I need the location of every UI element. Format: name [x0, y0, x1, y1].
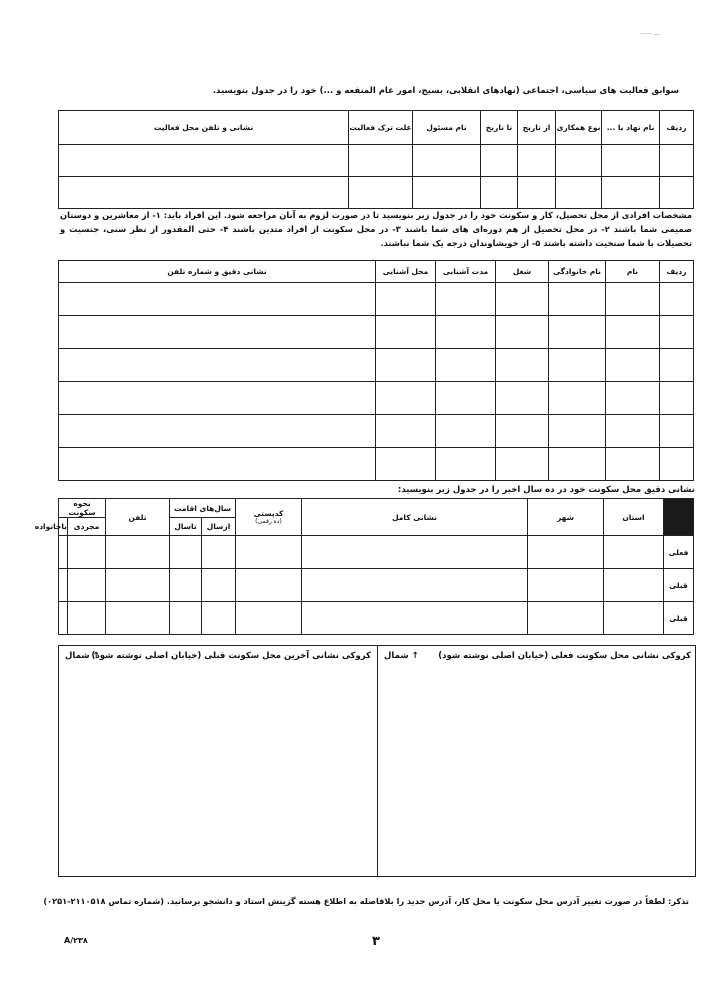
- page-number: ۳: [372, 934, 380, 949]
- form-cell[interactable]: [236, 602, 302, 635]
- form-cell[interactable]: [59, 349, 376, 382]
- footer-note: تذکر: لطفاً در صورت تغییر آدرس محل سکونت یا محل کار، آدرس جدید را بلافاصله به اطلاع هسته گزینش استاد و دانشجو برسانید. (شماره تماس ۲۱۱۰۵۱۸-۰۲۵۱): [43, 896, 689, 906]
- form-cell[interactable]: [606, 382, 660, 415]
- table-row[interactable]: [59, 448, 694, 481]
- references-header-row: [59, 261, 694, 283]
- table-row[interactable]: [59, 316, 694, 349]
- form-cell[interactable]: [604, 569, 664, 602]
- header-cell: استان: [604, 499, 664, 536]
- form-cell[interactable]: [496, 349, 549, 382]
- form-cell[interactable]: [170, 602, 202, 635]
- form-cell[interactable]: [202, 602, 236, 635]
- form-cell[interactable]: [376, 448, 436, 481]
- form-cell[interactable]: [528, 569, 604, 602]
- form-cell[interactable]: [170, 536, 202, 569]
- form-cell[interactable]: [660, 415, 694, 448]
- form-cell[interactable]: [202, 569, 236, 602]
- header-cell: نام خانوادگی: [549, 261, 606, 283]
- north-arrow-label: ↑ شمال: [384, 651, 419, 661]
- header-cell: شغل: [496, 261, 549, 283]
- form-cell[interactable]: [496, 283, 549, 316]
- form-cell[interactable]: [606, 349, 660, 382]
- header-cell: نام: [606, 261, 660, 283]
- activities-table: [58, 110, 694, 209]
- form-cell[interactable]: [59, 177, 349, 209]
- form-cell[interactable]: [481, 177, 518, 209]
- form-cell[interactable]: [59, 382, 376, 415]
- form-cell[interactable]: [236, 569, 302, 602]
- header-cell: ردیف: [660, 111, 694, 145]
- table-row[interactable]: [59, 536, 694, 569]
- table-row[interactable]: [59, 349, 694, 382]
- form-cell[interactable]: [549, 382, 606, 415]
- form-cell[interactable]: [302, 536, 528, 569]
- header-cell: نشانی دقیق و شماره تلفن: [59, 261, 376, 283]
- form-cell[interactable]: [496, 448, 549, 481]
- form-cell[interactable]: [496, 316, 549, 349]
- table-row[interactable]: [59, 602, 694, 635]
- form-cell[interactable]: [436, 448, 496, 481]
- header-cell: از تاریخ: [518, 111, 556, 145]
- row-label: قبلی: [664, 602, 694, 635]
- form-cell[interactable]: [606, 283, 660, 316]
- form-cell[interactable]: [202, 536, 236, 569]
- header-cell: نوع همکاری: [556, 111, 602, 145]
- section3-title: نشانی دقیق محل سکونت خود در ده سال اخیر را در جدول زیر بنویسید:: [397, 485, 695, 495]
- form-cell[interactable]: [518, 145, 556, 177]
- form-cell[interactable]: [549, 349, 606, 382]
- form-cell[interactable]: [660, 349, 694, 382]
- form-cell[interactable]: [59, 283, 376, 316]
- table-row[interactable]: [59, 382, 694, 415]
- form-cell[interactable]: [106, 602, 170, 635]
- form-cell[interactable]: [496, 382, 549, 415]
- header-cell: ازسال: [202, 518, 236, 536]
- table-row[interactable]: [59, 569, 694, 602]
- table-row[interactable]: [59, 415, 694, 448]
- form-cell[interactable]: [436, 382, 496, 415]
- form-cell[interactable]: [528, 536, 604, 569]
- table-row[interactable]: [59, 145, 694, 177]
- form-cell[interactable]: [59, 602, 68, 635]
- form-cell[interactable]: [436, 316, 496, 349]
- form-cell[interactable]: [59, 415, 376, 448]
- postal-note: (ده رقمی): [255, 518, 282, 525]
- table-row[interactable]: [59, 177, 694, 209]
- header-cell: نام نهاد یا ...: [602, 111, 660, 145]
- form-cell[interactable]: [376, 283, 436, 316]
- form-cell[interactable]: [68, 536, 106, 569]
- form-cell[interactable]: [556, 145, 602, 177]
- form-cell[interactable]: [413, 145, 481, 177]
- header-cell: شهر: [528, 499, 604, 536]
- sketch-current-label: کروکی نشانی محل سکونت فعلی (خیابان اصلی نوشته شود): [438, 651, 691, 661]
- form-cell[interactable]: [68, 569, 106, 602]
- header-cell: تاسال: [170, 518, 202, 536]
- header-cell: تا تاریخ: [481, 111, 518, 145]
- header-cell: مجردی: [68, 518, 106, 536]
- form-cell[interactable]: [604, 536, 664, 569]
- form-cell[interactable]: [556, 177, 602, 209]
- form-cell[interactable]: [660, 316, 694, 349]
- header-cell: سال‌های اقامت: [170, 499, 236, 518]
- sketch-current-box[interactable]: [377, 645, 696, 877]
- header-cell: محل آشنایی: [376, 261, 436, 283]
- form-cell[interactable]: [606, 448, 660, 481]
- table-row[interactable]: [59, 283, 694, 316]
- form-cell[interactable]: [376, 316, 436, 349]
- section1-title: سوابق فعالیت های سیاسی، اجتماعی (نهادهای انقلابی، بسیج، امور عام المنفعه و ...) خود را در جدول بنویسید.: [212, 86, 679, 96]
- row-label: فعلی: [664, 536, 694, 569]
- form-cell[interactable]: [59, 569, 68, 602]
- form-cell[interactable]: [660, 382, 694, 415]
- form-cell[interactable]: [106, 536, 170, 569]
- sketch-previous-box[interactable]: [58, 645, 378, 877]
- form-cell[interactable]: [59, 145, 349, 177]
- form-cell[interactable]: [549, 316, 606, 349]
- header-cell: نشانی و تلفن محل فعالیت: [59, 111, 349, 145]
- form-cell[interactable]: [170, 569, 202, 602]
- header-cell: ردیف: [660, 261, 694, 283]
- form-cell[interactable]: [376, 382, 436, 415]
- form-cell[interactable]: [349, 145, 413, 177]
- corner-mark: —— ـــ: [640, 30, 660, 37]
- postal-label: کدپستی: [253, 509, 284, 518]
- header-cell: تلفن: [106, 499, 170, 536]
- form-cell[interactable]: [602, 177, 660, 209]
- header-cell: مدت آشنایی: [436, 261, 496, 283]
- form-cell[interactable]: [413, 177, 481, 209]
- form-cell[interactable]: [349, 177, 413, 209]
- form-cell[interactable]: [436, 283, 496, 316]
- header-cell: باخانواده: [59, 518, 68, 536]
- activities-header-row: [59, 111, 694, 145]
- form-cell[interactable]: [59, 316, 376, 349]
- header-cell: نحوه سکونت: [59, 499, 106, 518]
- section2-paragraph: مشخصات افرادی از محل تحصیل، کار و سکونت خود را در جدول زیر بنویسید تا در صورت لزوم به آنان مراجعه شود. این افراد باید: ۱- از معاشرین و دوستان صمیمی شما باشند ۲- در محل تحصیل از هم دوره‌ای های شما باشند ۳- در محل سکونت از افراد متدین باشند ۴- حتی المقدور از نظر سنی، جنسیت و تحصیلات با شما سنخیت داشته باشند ۵- از خویشاوندان درجه یک شما نباشند.: [60, 210, 692, 248]
- form-cell[interactable]: [302, 569, 528, 602]
- form-cell[interactable]: [302, 602, 528, 635]
- form-cell[interactable]: [59, 448, 376, 481]
- form-cell[interactable]: [496, 415, 549, 448]
- references-table: [58, 260, 694, 481]
- form-cell[interactable]: [68, 602, 106, 635]
- form-cell[interactable]: [106, 569, 170, 602]
- form-cell[interactable]: [236, 536, 302, 569]
- row-label: قبلی: [664, 569, 694, 602]
- form-cell[interactable]: [59, 536, 68, 569]
- form-cell[interactable]: [604, 602, 664, 635]
- form-cell[interactable]: [481, 145, 518, 177]
- form-cell[interactable]: [660, 283, 694, 316]
- form-cell[interactable]: [436, 415, 496, 448]
- form-code: A/۲۳۸: [64, 936, 88, 945]
- header-cell: علت ترک فعالیت: [349, 111, 413, 145]
- form-cell[interactable]: [549, 448, 606, 481]
- north-arrow-label: ↑ شمال: [65, 651, 100, 661]
- form-cell[interactable]: [606, 415, 660, 448]
- form-cell[interactable]: [376, 415, 436, 448]
- header-cell: [236, 499, 302, 536]
- form-cell[interactable]: [606, 316, 660, 349]
- form-cell[interactable]: [549, 415, 606, 448]
- form-cell[interactable]: [528, 602, 604, 635]
- form-cell[interactable]: [518, 177, 556, 209]
- form-cell[interactable]: [660, 177, 694, 209]
- form-cell[interactable]: [660, 145, 694, 177]
- corner-cell: [664, 499, 694, 536]
- sketch-previous-label: کروکی نشانی آخرین محل سکونت قبلی (خیابان اصلی نوشته شود): [91, 651, 371, 661]
- form-cell[interactable]: [436, 349, 496, 382]
- header-cell: نشانی کامل: [302, 499, 528, 536]
- form-cell[interactable]: [660, 448, 694, 481]
- form-cell[interactable]: [376, 349, 436, 382]
- header-cell: نام مسئول: [413, 111, 481, 145]
- form-cell[interactable]: [602, 145, 660, 177]
- form-cell[interactable]: [549, 283, 606, 316]
- residence-table: [34, 498, 694, 635]
